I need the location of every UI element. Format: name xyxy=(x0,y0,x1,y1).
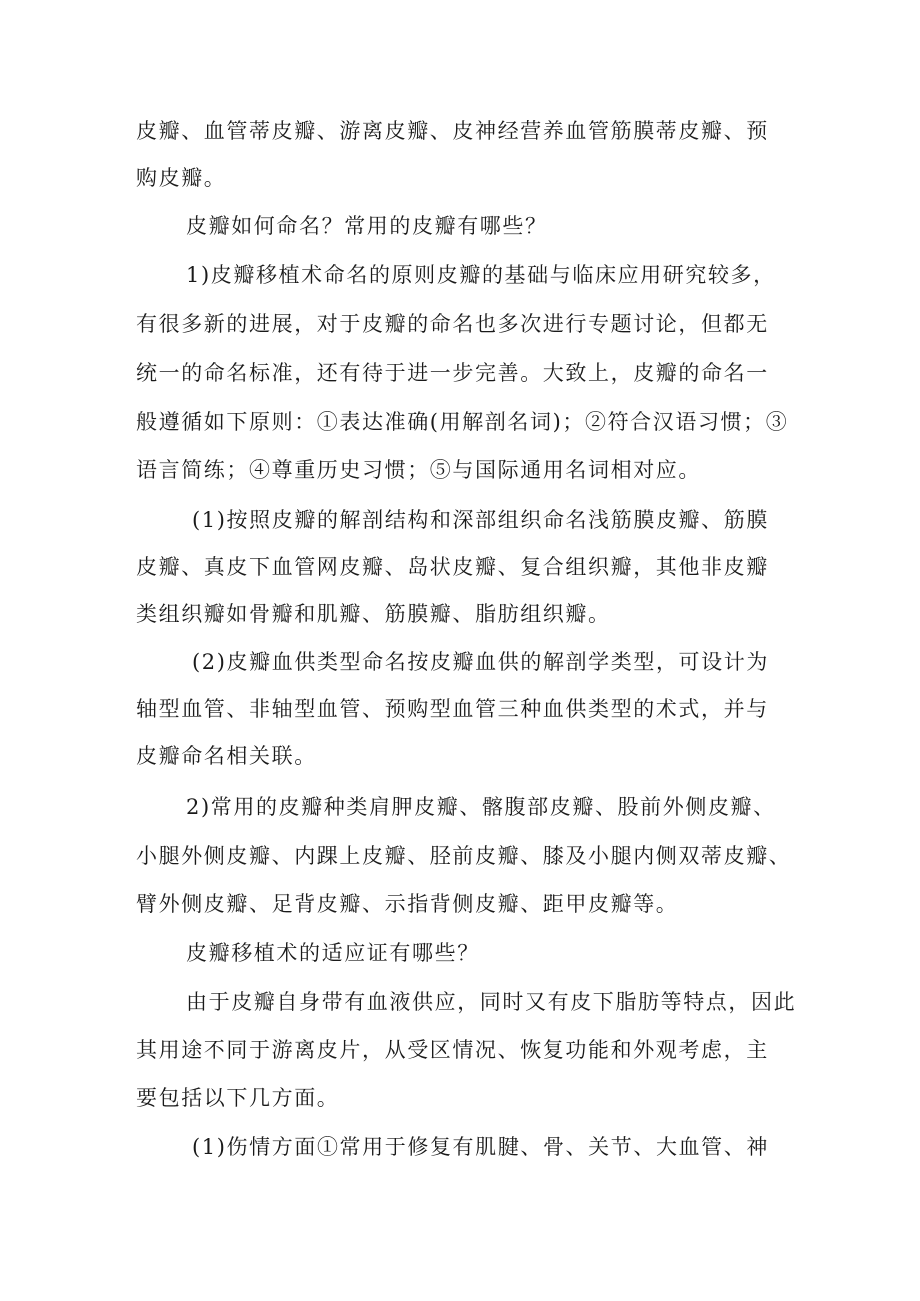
text-line: 购皮瓣。 xyxy=(136,166,227,190)
text-line: 类组织瓣如骨瓣和肌瓣、筋膜瓣、脂肪组织瓣。 xyxy=(136,602,611,626)
text-line: 2)常用的皮瓣种类肩胛皮瓣、髂腹部皮瓣、股前外侧皮瓣、 xyxy=(186,795,776,819)
text-line: 臂外侧皮瓣、足背皮瓣、示指背侧皮瓣、距甲皮瓣等。 xyxy=(136,892,679,916)
text-line: 有很多新的进展，对于皮瓣的命名也多次进行专题讨论，但都无 xyxy=(136,312,769,336)
text-line: 小腿外侧皮瓣、内踝上皮瓣、胫前皮瓣、膝及小腿内侧双蒂皮瓣、 xyxy=(136,844,792,868)
text-line: 统一的命名标准，还有待于进一步完善。大致上，皮瓣的命名一 xyxy=(136,361,769,385)
text-line: 般遵循如下原则：①表达准确(用解剖名词)；②符合汉语习惯；③ xyxy=(136,410,789,434)
text-line: (1)按照皮瓣的解剖结构和深部组织命名浅筋膜皮瓣、筋膜 xyxy=(192,508,769,532)
text-line: 皮瓣、血管蒂皮瓣、游离皮瓣、皮神经营养血管筋膜蒂皮瓣、预 xyxy=(136,119,769,143)
text-line: 皮瓣如何命名？常用的皮瓣有哪些？ xyxy=(186,214,548,238)
text-line: 轴型血管、非轴型血管、预购型血管三种血供类型的术式，并与 xyxy=(136,697,769,721)
text-line: 要包括以下几方面。 xyxy=(136,1086,340,1110)
text-line: 皮瓣命名相关联。 xyxy=(136,744,317,768)
text-line: 1)皮瓣移植术命名的原则皮瓣的基础与临床应用研究较多， xyxy=(186,263,776,287)
text-line: 皮瓣移植术的适应证有哪些？ xyxy=(186,941,480,965)
text-line: (2)皮瓣血供类型命名按皮瓣血供的解剖学类型，可设计为 xyxy=(192,650,769,674)
text-line: 语言简练；④尊重历史习惯；⑤与国际通用名词相对应。 xyxy=(136,458,701,482)
text-line: 皮瓣、真皮下血管网皮瓣、岛状皮瓣、复合组织瓣，其他非皮瓣 xyxy=(136,555,769,579)
text-line: 由于皮瓣自身带有血液供应，同时又有皮下脂肪等特点，因此 xyxy=(186,990,797,1014)
text-line: (1)伤情方面①常用于修复有肌腱、骨、关节、大血管、神 xyxy=(192,1135,769,1159)
text-line: 其用途不同于游离皮片，从受区情况、恢复功能和外观考虑，主 xyxy=(136,1038,769,1062)
